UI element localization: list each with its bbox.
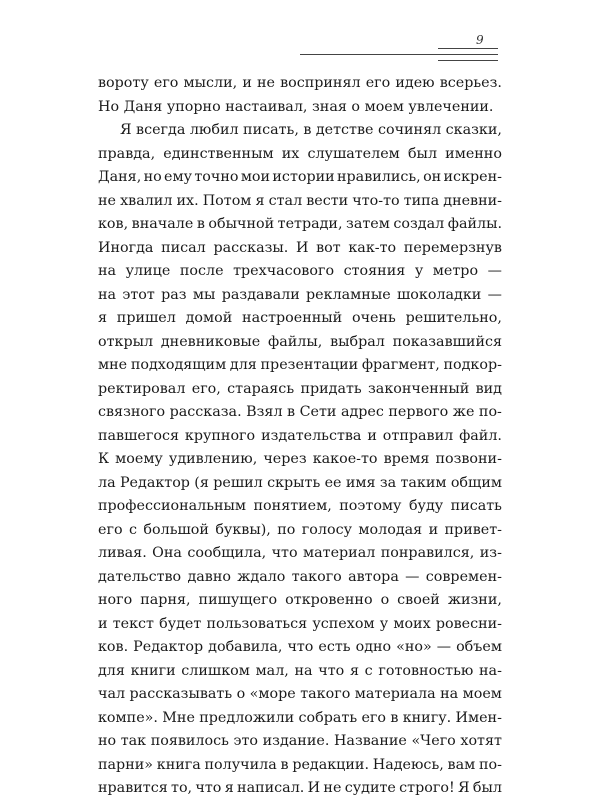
text-line: ла Редактор (я решил скрыть ее имя за таким общим bbox=[98, 474, 502, 491]
text-line: Но Даня упорно настаивал, зная о моем увлечении. bbox=[98, 98, 494, 115]
text-line: правда, единственным их слушателем был именно bbox=[98, 145, 502, 162]
text-line: его с большой буквы), по голосу молодая и привет- bbox=[98, 521, 502, 538]
text-line: я пришел домой настроенный очень решительно, bbox=[98, 310, 502, 326]
text-line: на этот раз мы раздавали рекламные шоколадки — bbox=[98, 286, 502, 303]
text-line: на улице после трехчасового стояния у метро — bbox=[98, 263, 502, 279]
body-text bbox=[98, 72, 502, 801]
text-line: ного парня, пишущего откровенно о своей жизни, bbox=[98, 592, 502, 608]
header-rule-top bbox=[438, 48, 498, 49]
text-line: не хвалил их. Потом я стал вести что-то типа дневни- bbox=[98, 192, 502, 209]
text-line: ректировал его, стараясь придать законченный вид bbox=[98, 380, 502, 397]
text-line: связного рассказа. Взял в Сети адрес первого же по- bbox=[98, 404, 502, 420]
text-line: но так появилось это издание. Название «Чего хотят bbox=[98, 733, 502, 749]
text-line: ков. Редактор добавила, что есть одно «но» — объем bbox=[98, 639, 502, 655]
text-line: Иногда писал рассказы. И вот как-то перемерзнув bbox=[98, 239, 502, 256]
text-line: вороту его мысли, и не воспринял его идею всерьез. bbox=[98, 75, 502, 91]
text-line: чал рассказывать о «море такого материала на моем bbox=[98, 686, 502, 702]
text-line: К моему удивлению, через какое-то время позвони- bbox=[98, 451, 502, 467]
text-line: нравится то, что я написал. И не судите строго! Я был bbox=[98, 780, 502, 796]
text-line: открыл дневниковые файлы, выбрал показавшийся bbox=[98, 333, 502, 350]
header-rule-bottom bbox=[438, 60, 498, 61]
text-line: для книги слишком мал, на что я с готовностью на- bbox=[98, 662, 502, 679]
header-rule-middle bbox=[300, 54, 498, 55]
text-line: дательство давно ждало такого автора — современ- bbox=[98, 568, 502, 585]
text-line: и текст будет пользоваться успехом у моих ровесни- bbox=[98, 615, 502, 632]
text-line: мне подходящим для презентации фрагмент, подкор- bbox=[98, 357, 502, 373]
text-line: Я всегда любил писать, в детстве сочинял сказки, bbox=[120, 122, 502, 138]
text-line: ков, вначале в обычной тетради, затем создал файлы. bbox=[98, 216, 502, 232]
text-line: парни» книга получила в редакции. Надеюсь, вам по- bbox=[98, 756, 502, 773]
text-line: компе». Мне предложили собрать его в книгу. Имен- bbox=[98, 709, 502, 726]
text-line: павшегося крупного издательства и отправил файл. bbox=[98, 427, 502, 444]
text-line: профессиональным понятием, поэтому буду писать bbox=[98, 498, 502, 514]
page-number: 9 bbox=[476, 33, 484, 47]
text-line: Даня, но ему точно мои истории нравились, он искрен- bbox=[98, 169, 502, 185]
text-line: ливая. Она сообщила, что материал понравился, из- bbox=[98, 545, 502, 561]
